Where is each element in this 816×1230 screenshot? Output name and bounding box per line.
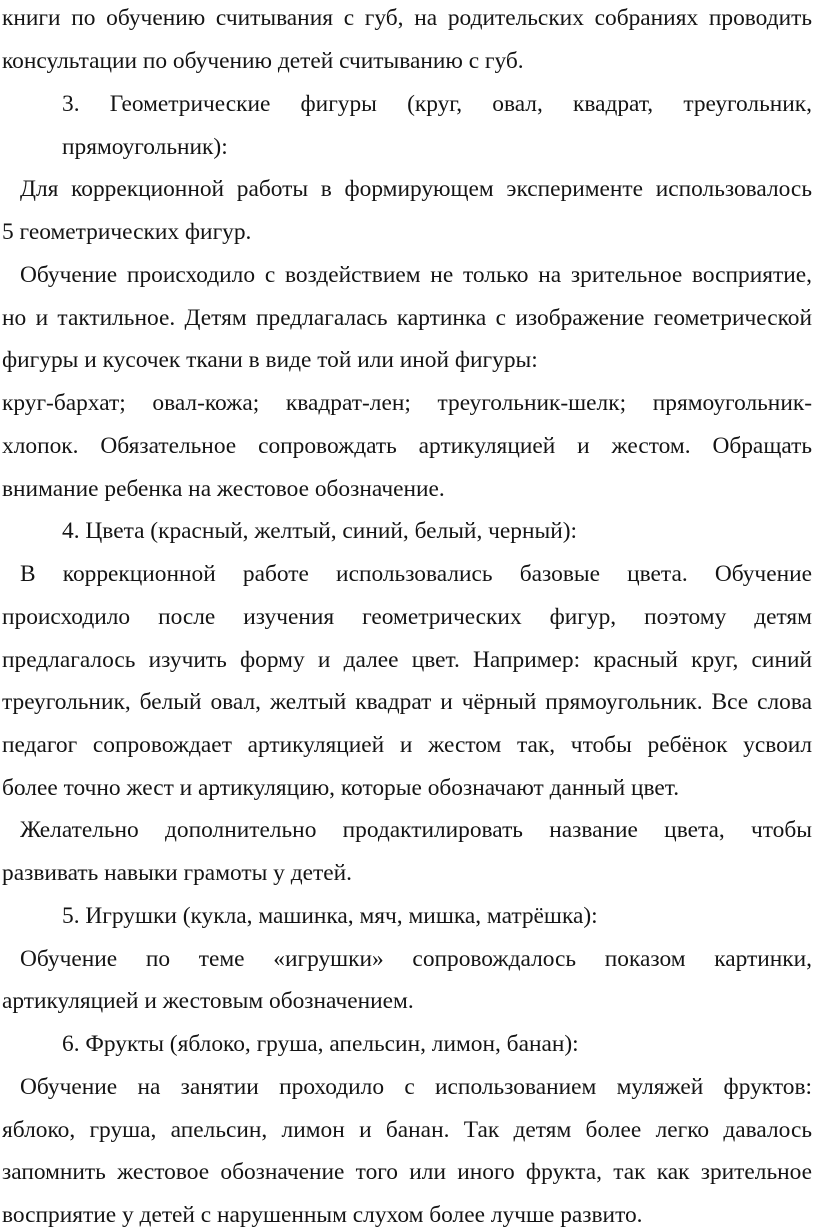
numbered-heading-fruits: 6. Фрукты (яблоко, груша, апельсин, лимон, банан): xyxy=(62,1031,579,1057)
text-line: 5 геометрических фигур. xyxy=(2,219,252,245)
text-line: более точно жест и артикуляцию, которые обозначают данный цвет. xyxy=(2,775,680,801)
text-line: Обучение происходило с воздействием не только на зрительное восприятие, xyxy=(20,262,812,288)
text-line: хлопок. Обязательное сопровождать артикуляцией и жестом. Обращать xyxy=(2,433,812,459)
text-line: В коррекционной работе использовались базовые цвета. Обучение xyxy=(20,561,812,587)
text-line: восприятие у детей с нарушенным слухом более лучше развито. xyxy=(2,1202,643,1228)
text-line: прямоугольник): xyxy=(62,134,228,160)
text-line: артикуляцией и жестовым обозначением. xyxy=(2,988,414,1014)
text-line: происходило после изучения геометрических фигур, поэтому детям xyxy=(2,604,812,630)
text-line: внимание ребенка на жестовое обозначение. xyxy=(2,476,445,502)
text-line: книги по обучению считывания с губ, на родительских собраниях проводить xyxy=(2,5,812,31)
numbered-heading-shapes: 3. Геометрические фигуры (круг, овал, квадрат, треугольник, xyxy=(62,91,812,117)
text-line: запомнить жестовое обозначение того или иного фрукта, так как зрительное xyxy=(2,1159,812,1185)
numbered-heading-colors: 4. Цвета (красный, желтый, синий, белый, черный): xyxy=(62,518,578,544)
text-line: круг-бархат; овал-кожа; квадрат-лен; треугольник-шелк; прямоугольник- xyxy=(2,390,812,416)
text-line: педагог сопровождает артикуляцией и жестом так, чтобы ребёнок усвоил xyxy=(2,732,812,758)
text-line: Обучение на занятии проходило с использованием муляжей фруктов: xyxy=(20,1074,812,1100)
text-line: развивать навыки грамоты у детей. xyxy=(2,860,352,886)
numbered-heading-toys: 5. Игрушки (кукла, машинка, мяч, мишка, матрёшка): xyxy=(62,903,598,929)
text-line: треугольник, белый овал, желтый квадрат и чёрный прямоугольник. Все слова xyxy=(2,689,812,715)
text-line: Желательно дополнительно продактилировать название цвета, чтобы xyxy=(20,817,812,843)
text-line: предлагалось изучить форму и далее цвет. Например: красный круг, синий xyxy=(2,647,812,673)
text-line: но и тактильное. Детям предлагалась картинка с изображение геометрической xyxy=(2,305,812,331)
text-line: Для коррекционной работы в формирующем эксперименте использовалось xyxy=(20,176,812,202)
text-line: яблоко, груша, апельсин, лимон и банан. Так детям более легко давалось xyxy=(2,1117,812,1143)
text-line: фигуры и кусочек ткани в виде той или иной фигуры: xyxy=(2,347,538,373)
text-line: Обучение по теме «игрушки» сопровождалось показом картинки, xyxy=(20,946,812,972)
text-line: консультации по обучению детей считыванию с губ. xyxy=(2,48,524,74)
